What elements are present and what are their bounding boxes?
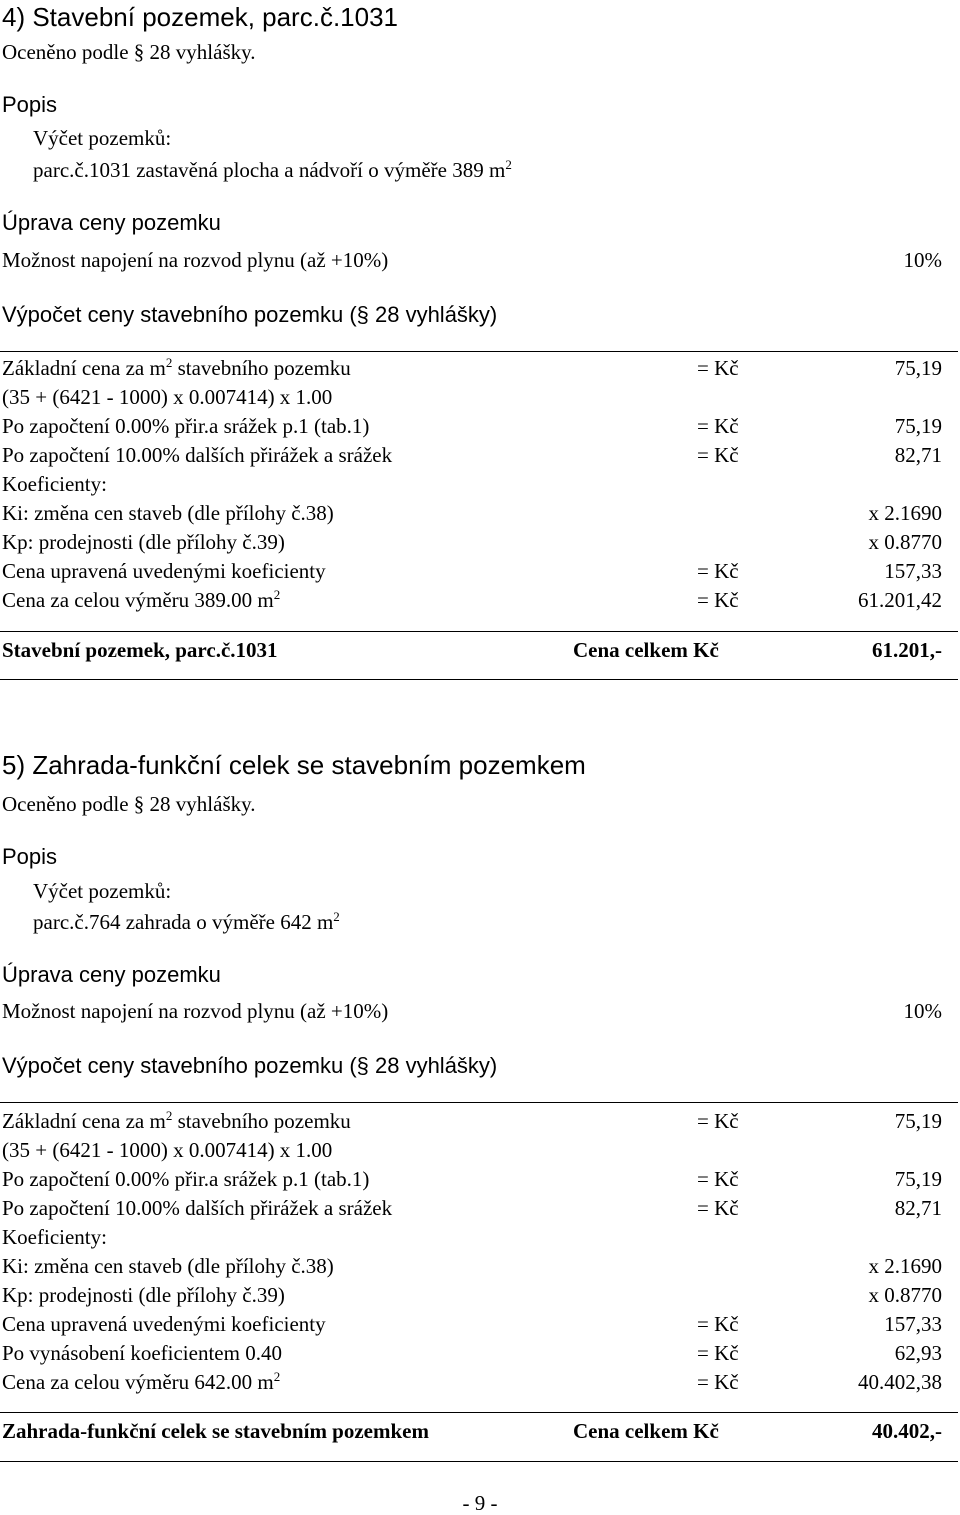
s4-row-total-area-value: 61.201,42 — [858, 588, 942, 612]
s4-row-adj1-eq: = Kč — [697, 414, 739, 438]
s4-row-adjusted-label: Cena upravená uvedenými koeficienty — [2, 559, 326, 583]
s4-row-kp-value: x 0.8770 — [868, 530, 942, 554]
section-4-vypocet-heading: Výpočet ceny stavebního pozemku (§ 28 vyhlášky) — [2, 302, 498, 327]
section-5-popis-heading: Popis — [2, 844, 58, 869]
section-4-parcel: parc.č.1031 zastavěná plocha a nádvoří o výměře 389 $m^2$ — [33, 157, 512, 182]
section-5-total-mid: Cena celkem Kč — [573, 1419, 719, 1443]
s5-row-ki-label: Ki: změna cen staveb (dle přílohy č.38) — [2, 1254, 334, 1278]
s4-row-adj2-value: 82,71 — [894, 443, 942, 467]
section-4-total-value: 61.201,- — [872, 638, 942, 662]
s4-row-formula: (35 + (6421 - 1000) x 0.007414) x 1.00 — [2, 385, 333, 409]
section-4-valued-by: Oceněno podle § 28 vyhlášky. — [2, 40, 256, 64]
s4-row-ki-label: Ki: změna cen staveb (dle přílohy č.38) — [2, 501, 334, 525]
s5-row-adj1-value: 75,19 — [894, 1167, 942, 1191]
s5-row-adjusted-value: 157,33 — [884, 1312, 942, 1336]
s4-row-total-area-eq: = Kč — [697, 588, 739, 612]
section-5-vypocet-heading: Výpočet ceny stavebního pozemku (§ 28 vyhlášky) — [2, 1053, 498, 1078]
s5-row-ki-value: x 2.1690 — [868, 1254, 942, 1278]
s5-row-total-area-value: 40.402,38 — [858, 1370, 942, 1394]
section-5-uprava-value: 10% — [903, 999, 942, 1023]
section-5-uprava-text: Možnost napojení na rozvod plynu (až +10%) — [2, 999, 389, 1023]
s5-row-adjusted-eq: = Kč — [697, 1312, 739, 1336]
section-4-uprava-text: Možnost napojení na rozvod plynu (až +10%) — [2, 248, 389, 272]
s4-row-ki-value: x 2.1690 — [868, 501, 942, 525]
s5-row-coefficient-multiplied-value: 62,93 — [894, 1341, 942, 1365]
section-5-valued-by: Oceněno podle § 28 vyhlášky. — [2, 792, 256, 816]
section-4-total-label: Stavební pozemek, parc.č.1031 — [2, 638, 278, 662]
s5-row-adj1-label: Po započtení 0.00% přir.a srážek p.1 (tab.1) — [2, 1167, 370, 1191]
s4-row-adj1-label: Po započtení 0.00% přir.a srážek p.1 (tab.1) — [2, 414, 370, 438]
s5-row-total-area-label: Cena za celou výměru 642.00 $m^2$ — [2, 1369, 281, 1394]
s5-row-adj2-value: 82,71 — [894, 1196, 942, 1220]
s5-row-kp-value: x 0.8770 — [868, 1283, 942, 1307]
section-4-total-bottom-rule — [0, 679, 958, 680]
s5-row-adj2-eq: = Kč — [697, 1196, 739, 1220]
section-4-list-heading: Výčet pozemků: — [33, 126, 172, 150]
s4-row-kp-label: Kp: prodejnosti (dle přílohy č.39) — [2, 530, 285, 554]
section-4-popis-heading: Popis — [2, 92, 58, 117]
section-5-title: 5) Zahrada-funkční celek se stavebním pozemkem — [2, 750, 586, 780]
section-5-top-rule — [0, 1102, 958, 1103]
s5-row-formula: (35 + (6421 - 1000) x 0.007414) x 1.00 — [2, 1138, 333, 1162]
s5-row-base-price-label: Základní cena za $m^2$ stavebního pozemku — [2, 1108, 351, 1133]
section-5-total-value: 40.402,- — [872, 1419, 942, 1443]
s4-row-adj1-value: 75,19 — [894, 414, 942, 438]
s4-row-adjusted-eq: = Kč — [697, 559, 739, 583]
s5-row-total-area-eq: = Kč — [697, 1370, 739, 1394]
s4-row-coefficients-label: Koeficienty: — [2, 472, 107, 496]
section-4-total-mid: Cena celkem Kč — [573, 638, 719, 662]
s4-row-adjusted-value: 157,33 — [884, 559, 942, 583]
s4-row-adj2-eq: = Kč — [697, 443, 739, 467]
section-4-top-rule — [0, 351, 958, 352]
section-5-uprava-heading: Úprava ceny pozemku — [2, 962, 221, 987]
s5-row-coefficient-multiplied-eq: = Kč — [697, 1341, 739, 1365]
section-5-parcel: parc.č.764 zahrada o výměře 642 $m^2$ — [33, 909, 340, 934]
section-4-uprava-value: 10% — [903, 248, 942, 272]
s4-row-base-price-eq: = Kč — [697, 356, 739, 380]
section-5-total-bottom-rule — [0, 1461, 958, 1462]
s4-row-base-price-value: 75,19 — [894, 356, 942, 380]
s5-row-adj1-eq: = Kč — [697, 1167, 739, 1191]
page-number: - 9 - — [462, 1491, 498, 1515]
s5-row-coefficients-label: Koeficienty: — [2, 1225, 107, 1249]
s5-row-base-price-value: 75,19 — [894, 1109, 942, 1133]
section-5-total-top-rule — [0, 1412, 958, 1413]
s4-row-base-price-label: Základní cena za $m^2$ stavebního pozemku — [2, 355, 351, 380]
s5-row-adjusted-label: Cena upravená uvedenými koeficienty — [2, 1312, 326, 1336]
s5-row-coefficient-multiplied-label: Po vynásobení koeficientem 0.40 — [2, 1341, 282, 1365]
section-4-uprava-heading: Úprava ceny pozemku — [2, 210, 221, 235]
s5-row-adj2-label: Po započtení 10.00% dalších přirážek a srážek — [2, 1196, 393, 1220]
s5-row-base-price-eq: = Kč — [697, 1109, 739, 1133]
s4-row-adj2-label: Po započtení 10.00% dalších přirážek a srážek — [2, 443, 393, 467]
section-5-total-label: Zahrada-funkční celek se stavebním pozemkem — [2, 1419, 429, 1443]
section-4-title: 4) Stavební pozemek, parc.č.1031 — [2, 2, 399, 32]
section-4-total-top-rule — [0, 631, 958, 632]
s4-row-total-area-label: Cena za celou výměru 389.00 $m^2$ — [2, 587, 281, 612]
s5-row-kp-label: Kp: prodejnosti (dle přílohy č.39) — [2, 1283, 285, 1307]
section-5-list-heading: Výčet pozemků: — [33, 879, 172, 903]
